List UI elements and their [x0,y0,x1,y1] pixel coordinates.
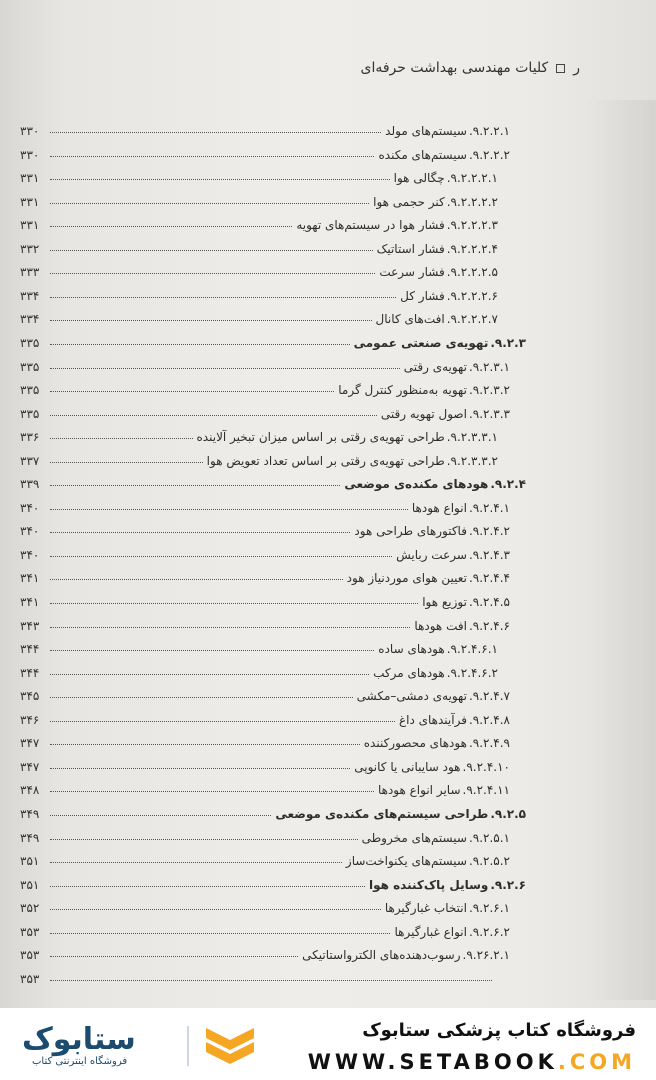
toc-entry-title: سایر انواع هودها [377,783,461,798]
toc-row [20,775,510,797]
toc-section-number: ۹.۲.۴.۳. [468,547,510,562]
toc-row [20,799,526,821]
toc-page-number: ۳۴۹ [20,830,40,845]
toc-row [20,116,510,138]
toc-entry-title: چگالی هوا [393,171,445,186]
toc-entry-title: هودهای محصورکننده [363,736,467,751]
toc-entry-title: تهویه‌ی دمشی–مکشی [356,689,467,704]
toc-dot-leader [50,250,373,251]
toc-dot-leader [50,933,390,934]
toc-entry-title: رسوب‌دهنده‌های الکترواستاتیکی [302,948,461,963]
toc-entry-title: توزیع هوا [422,595,467,609]
toc-page-number: ۳۳۵ [20,335,40,350]
toc-entry-title: هودهای مکنده‌ی موضعی [344,477,489,492]
toc-section-number: ۹.۲.۶.۲. [468,924,510,939]
toc-section-number: ۹.۲.۵. [490,806,526,821]
toc-dot-leader [50,226,292,227]
toc-section-number: ۹.۲.۳.۲. [468,383,510,398]
toc-page-number: ۳۴۰ [20,547,40,562]
toc-section-number: ۹.۲.۴.۹. [468,736,510,751]
toc-dot-leader [50,886,365,887]
toc-page-number: ۳۳۰ [20,147,40,162]
toc-row [20,705,510,727]
toc-section-number: ۹.۲۶.۲.۱. [462,948,510,963]
toc-dot-leader [50,415,377,416]
toc-section-number: ۹.۲.۲.۲.۷. [446,312,498,327]
logo-brand-text: ستابوک [22,1022,136,1057]
toc-page-number: ۳۵۲ [20,901,40,916]
toc-dot-leader [50,509,408,510]
toc-section-number: ۹.۲.۴.۱. [468,500,510,515]
toc-section-number: ۹.۲.۴.۱۰. [462,759,510,774]
toc-page-number: ۳۴۷ [20,759,40,774]
toc-dot-leader [50,532,350,533]
toc-entry-title: افت هودها [414,618,467,633]
page-letter: ر [573,60,580,76]
toc-dot-leader [50,203,369,204]
toc-row [20,846,510,868]
toc-dot-leader [50,862,342,863]
toc-section-number: ۹.۲.۶.۱. [468,901,510,916]
toc-section-number: ۹.۲.۳.۳.۲. [446,453,498,468]
toc-entry-title: فشار هوا در سیستم‌های تهویه [296,218,445,233]
toc-dot-leader [50,485,340,486]
toc-entry-title: سیستم‌های مخروطی [361,830,467,845]
toc-row [20,399,510,421]
toc-page-number: ۳۴۱ [20,571,40,586]
toc-dot-leader [50,391,334,392]
logo-divider [187,1026,189,1066]
toc-row [20,493,510,515]
toc-row [20,234,498,256]
toc-dot-leader [50,132,381,133]
toc-section-number: ۹.۲.۴. [490,477,526,492]
toc-page-number: ۳۳۱ [20,194,40,209]
toc-section-number: ۹.۲.۵.۱. [468,830,510,845]
toc-entry-title: تهویه‌ی صنعتی عمومی [353,335,489,350]
book-title: کلیات مهندسی بهداشت حرفه‌ای [360,60,549,76]
toc-section-number: ۹.۲.۳. [490,335,526,350]
toc-entry-title: وسایل پاک‌کننده هوا [368,877,489,892]
toc-entry-title: هودهای ساده [378,642,445,657]
toc-page-number: ۳۴۹ [20,806,40,821]
toc-row [20,658,498,680]
square-bullet-icon [556,64,565,73]
toc-dot-leader [50,815,271,816]
toc-entry-title: انواع غبارگیرها [394,924,467,939]
toc-entry-title: تهویه به‌منظور کنترل گرما [338,383,467,398]
toc-page-number: ۳۵۳ [20,971,40,986]
toc-dot-leader [50,438,193,439]
toc-dot-leader [50,791,374,792]
toc-page-number: ۳۴۶ [20,712,40,727]
toc-entry-title: کنر حجمی هوا [373,194,445,209]
toc-entry-title: فشار سرعت [379,265,445,280]
toc-page-number: ۳۳۶ [20,430,40,445]
toc-row [20,728,510,750]
toc-dot-leader [50,273,375,274]
toc-page-number: ۳۴۰ [20,500,40,515]
toc-row [20,893,510,915]
toc-section-number: ۹.۲.۲.۲.۳. [446,218,498,233]
book-chevron-icon [202,1024,258,1068]
toc-page-number: ۳۳۱ [20,218,40,233]
toc-section-number: ۹.۲.۲.۲.۲. [446,194,498,209]
toc-row [20,540,510,562]
toc-page-number: ۳۴۱ [20,595,40,609]
toc-dot-leader [50,627,410,628]
toc-row [20,304,498,326]
toc-page-number: ۳۴۳ [20,618,40,633]
toc-entry-title: فشار استاتیک [376,241,445,256]
toc-page-number: ۳۴۵ [20,689,40,704]
toc-page-number: ۳۴۴ [20,642,40,657]
toc-entry-title: اصول تهویه رقتی [380,406,467,421]
toc-section-number: ۹.۲.۳.۱. [468,359,510,374]
toc-section-number: ۹.۲.۳.۳. [468,406,510,421]
toc-row [20,281,498,303]
toc-page-number: ۳۳۹ [20,477,40,492]
toc-row [20,681,510,703]
logo-tagline: فروشگاه اینترنتی کتاب [32,1056,128,1067]
website-url[interactable] [308,1050,636,1074]
toc-section-number: ۹.۲.۶. [490,877,526,892]
toc-entry-title: انواع هودها [411,500,467,515]
toc-entry-title: سیستم‌های مولد [385,124,467,138]
toc-entry-title: هود سایبانی یا کانوپی [354,759,461,774]
toc-row [20,634,498,656]
toc-dot-leader [50,368,400,369]
toc-row [20,163,498,185]
toc-row [20,328,526,350]
toc-row [20,870,526,892]
toc-entry-title: انتخاب غبارگیرها [384,901,467,916]
toc-entry-title: سرعت ربایش [396,547,467,562]
toc-row [20,257,498,279]
toc-page-number: ۳۵۳ [20,948,40,963]
toc-section-number: ۹.۲.۲.۲.۵. [446,265,498,280]
toc-page-number: ۳۳۵ [20,359,40,374]
toc-dot-leader [50,297,396,298]
toc-section-number: ۹.۲.۲.۲.۶. [446,288,498,303]
toc-row [20,587,510,609]
toc-page-number: ۳۳۵ [20,383,40,398]
toc-row [20,140,510,162]
toc-row [20,469,526,491]
toc-section-number: ۹.۲.۴.۴. [468,571,510,586]
url-domain: SETABOOK [399,1050,558,1074]
toc-dot-leader [50,721,395,722]
toc-page-number: ۳۳۰ [20,124,40,138]
url-suffix: .COM [557,1050,636,1074]
toc-page-number: ۳۵۱ [20,877,40,892]
toc-entry-title: فشار کل [400,288,445,303]
toc-row [20,964,498,986]
toc-page-number: ۳۳۵ [20,406,40,421]
toc-section-number: ۹.۲.۴.۶.۲. [446,665,498,680]
toc-dot-leader [50,697,353,698]
page-shadow [586,100,656,1000]
toc-row [20,752,510,774]
toc-row [20,516,510,538]
toc-dot-leader [50,909,381,910]
toc-row [20,611,510,633]
toc-section-number: ۹.۲.۴.۶. [468,618,510,633]
toc-page-number: ۳۴۴ [20,665,40,680]
toc-dot-leader [50,320,372,321]
toc-section-number: ۹.۲.۳.۳.۱. [446,430,498,445]
toc-page-number: ۳۴۸ [20,783,40,798]
toc-row [20,187,498,209]
toc-entry-title: سیستم‌های یکنواخت‌ساز [345,854,467,869]
toc-row [20,563,510,585]
toc-dot-leader [50,768,350,769]
toc-entry-title: سیستم‌های مکنده [378,147,467,162]
toc-entry-title: طراحی تهویه‌ی رقتی بر اساس تعداد تعویض هوا [206,453,445,468]
toc-dot-leader [50,603,418,604]
toc-row [20,422,498,444]
url-prefix: WWW. [307,1050,400,1074]
toc-section-number: ۹.۲.۴.۲. [468,524,510,539]
toc-dot-leader [50,956,298,957]
toc-row [20,375,510,397]
toc-row [20,823,510,845]
store-name: فروشگاه کتاب پزشکی ستابوک [362,1020,636,1041]
toc-section-number: ۹.۲.۵.۲. [468,854,510,869]
toc-dot-leader [50,179,390,180]
running-header [360,55,580,81]
toc-dot-leader [50,839,358,840]
toc-page-number: ۳۳۴ [20,312,40,327]
toc-entry-title: تهویه‌ی رقتی [403,359,467,374]
toc-section-number: ۹.۲.۲.۲.۱. [446,171,498,186]
toc-entry-title: تعیین هوای موردنیاز هود [346,571,467,586]
toc-page-number: ۳۴۷ [20,736,40,751]
toc-dot-leader [50,462,203,463]
toc-section-number: ۹.۲.۴.۸. [468,712,510,727]
toc-dot-leader [50,556,392,557]
toc-row [20,940,510,962]
toc-page-number: ۳۳۴ [20,288,40,303]
toc-dot-leader [50,674,369,675]
toc-section-number: ۹.۲.۴.۶.۱. [446,642,498,657]
toc-page-number: ۳۳۱ [20,171,40,186]
toc-dot-leader [50,650,374,651]
toc-dot-leader [50,980,492,981]
toc-section-number: ۹.۲.۲.۱. [468,124,510,138]
toc-entry-title: طراحی تهویه‌ی رقتی بر اساس میزان تبخیر آلاینده [196,430,445,445]
toc-page-number: ۳۳۲ [20,241,40,256]
toc-page-number: ۳۴۰ [20,524,40,539]
toc-row [20,446,498,468]
toc-dot-leader [50,156,374,157]
toc-dot-leader [50,579,343,580]
toc-page-number: ۳۵۳ [20,924,40,939]
toc-entry-title: فرآیندهای داغ [398,712,467,727]
toc-page-number: ۳۳۷ [20,453,40,468]
toc-dot-leader [50,744,360,745]
toc-row [20,210,498,232]
toc-section-number: ۹.۲.۴.۱۱. [462,783,510,798]
toc-entry-title: طراحی سیستم‌های مکنده‌ی موضعی [275,806,489,821]
toc-page-number: ۳۳۳ [20,265,40,280]
toc-section-number: ۹.۲.۴.۷. [468,689,510,704]
toc-section-number: ۹.۲.۲.۲.۴. [446,241,498,256]
toc-entry-title: فاکتورهای طراحی هود [354,524,467,539]
toc-row [20,352,510,374]
toc-entry-title: افت‌های کانال [375,312,445,327]
toc-row [20,917,510,939]
toc-dot-leader [50,344,350,345]
toc-page-number: ۳۵۱ [20,854,40,869]
toc-section-number: ۹.۲.۲.۲. [468,147,510,162]
footer-banner [0,1008,656,1080]
toc-section-number: ۹.۲.۴.۵. [468,595,510,609]
setabook-logo [22,1022,262,1070]
toc-entry-title: هودهای مرکب [373,665,445,680]
